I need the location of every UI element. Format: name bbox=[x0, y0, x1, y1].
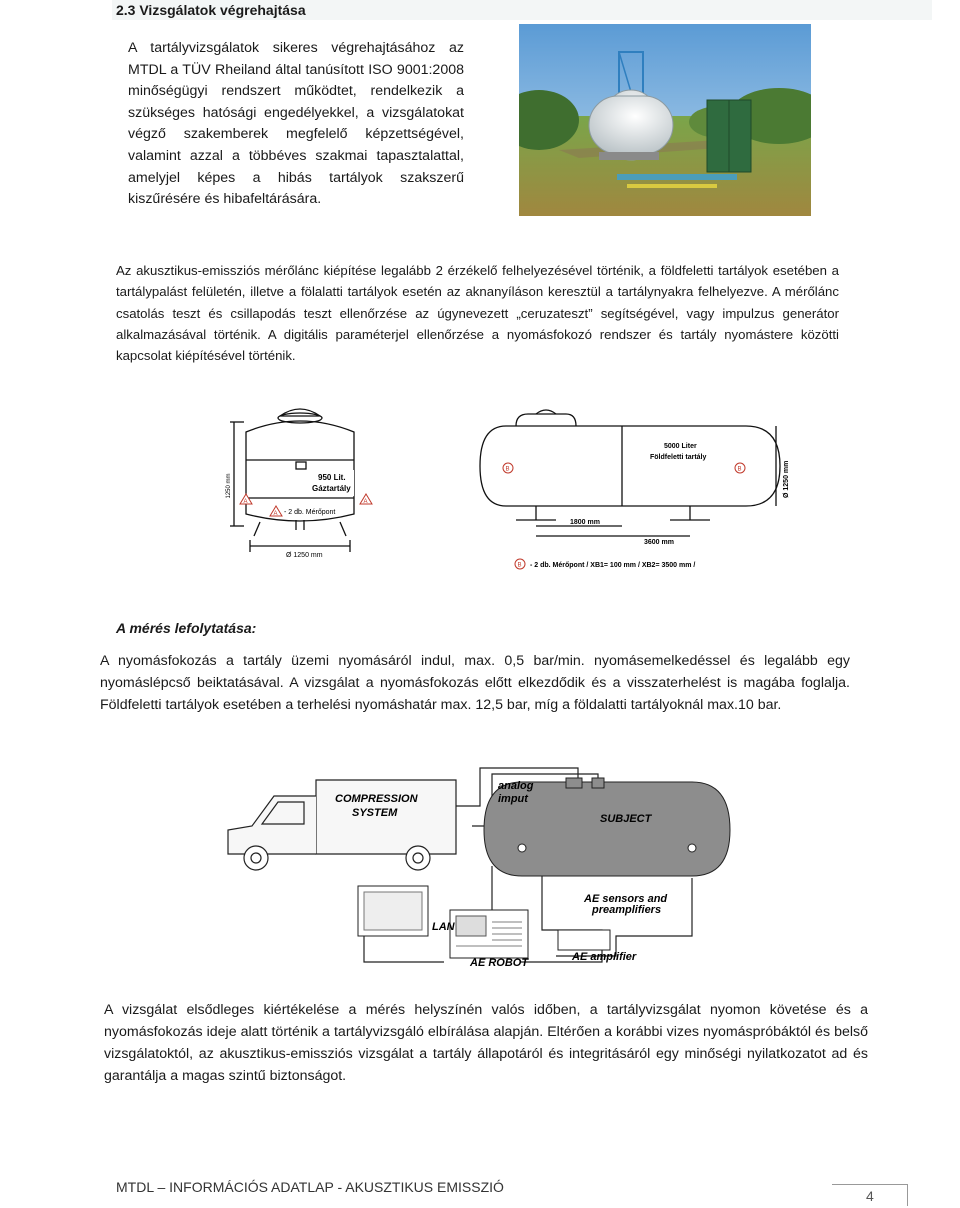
analog-label-2: imput bbox=[498, 793, 528, 805]
small-tank-label-2: Gáztartály bbox=[312, 484, 351, 493]
small-tank-label-1: 950 Lit. bbox=[318, 473, 346, 482]
procedure-subheading: A mérés lefolytatása: bbox=[116, 620, 257, 636]
svg-text:B: B bbox=[517, 562, 522, 569]
large-tank-diagram bbox=[476, 406, 806, 576]
amplifier-label: AE amplifier bbox=[572, 951, 637, 963]
svg-text:A: A bbox=[243, 499, 248, 505]
footer-text: MTDL – INFORMÁCIÓS ADATLAP - AKUSZTIKUS EMISSZIÓ bbox=[116, 1179, 504, 1195]
svg-text:B: B bbox=[505, 466, 510, 473]
large-diameter-label: Ø 1250 mm bbox=[783, 460, 790, 498]
robot-label: AE ROBOT bbox=[470, 957, 529, 969]
intro-paragraph: A tartályvizsgálatok sikeres végrehajtásához az MTDL a TÜV Rheiland által tanúsított ISO 9001:2008 minőségügyi rendszert működtet, rendelkezik a szükséges hatósági engedélyekkel, a vizsgálatokat végző szakemberek megfelelő képzettségével, valamint azzal a többéves szakmai tapasztalattal, amelyjel képes a hibás tartályok szakszerű kiszűrésére és hibafeltárására. bbox=[128, 40, 464, 208]
height-label: 1250 mm bbox=[226, 473, 232, 499]
compression-label-1: COMPRESSION bbox=[335, 793, 418, 805]
lan-label: LAN bbox=[432, 921, 455, 933]
ae-amplifier-box bbox=[558, 930, 610, 950]
large-dim-2: 3600 mm bbox=[644, 539, 674, 546]
svg-text:A: A bbox=[363, 499, 368, 505]
procedure-paragraph: A nyomásfokozás a tartály üzemi nyomásáról indul, max. 0,5 bar/min. nyomásemelkedéssel és legalább egy nyomáslépcső beiktatásával. A vizsgálat a nyomásfokozás előtt elkezdődik és a visszaterhelést is magába foglalja. Földfeletti tartályok esetében a terhelési nyomáshatár max. 12,5 bar, míg a földalatti tartályoknál max.10 bar. bbox=[100, 653, 850, 713]
sensors-label-2: preamplifiers bbox=[592, 904, 662, 916]
sensor-marker-b bbox=[503, 463, 745, 569]
analog-label-1: analog bbox=[498, 780, 534, 792]
large-dim-1: 1800 mm bbox=[570, 519, 600, 526]
large-tank-label-1: 5000 Liter bbox=[664, 443, 697, 450]
compression-label-2: SYSTEM bbox=[352, 807, 398, 819]
sensors-label-1: AE sensors and bbox=[584, 893, 668, 905]
svg-text:A: A bbox=[273, 511, 278, 517]
small-diameter-label: Ø 1250 mm bbox=[286, 552, 323, 559]
large-tank-label-2: Földfeletti tartály bbox=[650, 454, 707, 461]
large-sensor-label: - 2 db. Mérőpont / XB1= 100 mm / XB2= 3500 mm / bbox=[530, 562, 696, 569]
page-number: 4 bbox=[866, 1188, 874, 1204]
measurement-system-diagram bbox=[222, 766, 742, 972]
small-sensor-label: - 2 db. Mérőpont bbox=[284, 509, 336, 516]
section-heading: 2.3 Vizsgálatok végrehajtása bbox=[112, 0, 932, 20]
evaluation-paragraph: A vizsgálat elsődleges kiértékelése a mérés helyszínén valós időben, a tartályvizsgálat nyomon követése és a nyomásfokozás ideje alatt történik a tartályvizsgáló elbírálása alapján. Eltérően a korábbi vizes nyomáspróbáktól és belső vizsgálatoktól, az akusztikus-emissziós vizsgálat a tartály állapotáról és integritásáról egy minőségi nyilatkozatot ad és garantálja a magas szintű biztonságot. bbox=[104, 1002, 868, 1084]
small-tank-diagram bbox=[220, 402, 390, 570]
svg-text:B: B bbox=[737, 466, 742, 473]
chain-paragraph: Az akusztikus-emissziós mérőlánc kiépítése legalább 2 érzékelő felhelyezésével történik, a földfeletti tartályok esetében a tartálypalást felületén, illetve a fölalatti tartályok esetén az aknanyíláson keresztül a tartálynyakra felhelyezve. A mérőlánc csatolás teszt és csillapodás teszt ellenőrzése az úgynevezett „ceruzateszt” segítségével, vagy impulzus generátor alkalmazásával történik. A digitális paraméterjel ellenőrzése a nyomásfokozó rendszer és tartály nyomástere közötti kapcsolat kiépítésével történik. bbox=[116, 263, 839, 364]
truck-cab bbox=[228, 796, 316, 854]
tank-photo bbox=[519, 24, 811, 216]
subject-label: SUBJECT bbox=[600, 813, 652, 825]
